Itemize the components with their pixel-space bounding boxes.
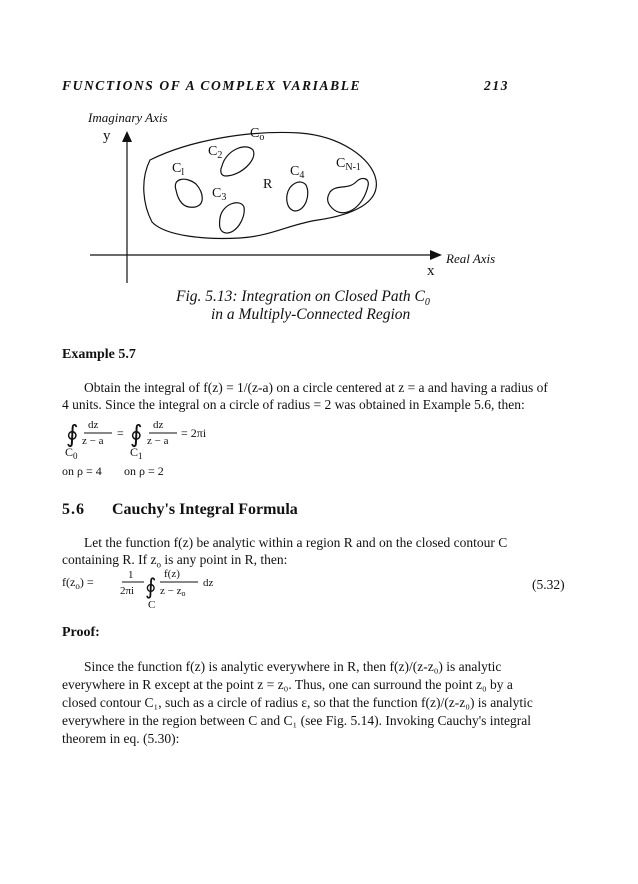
outer-contour-c0 bbox=[144, 132, 377, 238]
cauchy-formula bbox=[60, 566, 300, 614]
example-text-line1: Obtain the integral of f(z) = 1/(z-a) on a circle centered at z = a and having a radius of bbox=[84, 380, 548, 395]
denominator-1: z − a bbox=[82, 435, 104, 447]
equation-number: (5.32) bbox=[532, 577, 565, 592]
result: = 2πi bbox=[181, 426, 207, 440]
line2-sub: o bbox=[156, 559, 161, 570]
line2-start: containing R. If z bbox=[62, 552, 157, 567]
section-number: 5.6 bbox=[62, 501, 85, 518]
line2-end: is any point in R, then: bbox=[160, 552, 288, 567]
proof-heading: Proof: bbox=[62, 625, 100, 640]
inner-contour-c2 bbox=[221, 147, 254, 176]
formula-dz: dz bbox=[203, 577, 214, 589]
coef-numerator: 1 bbox=[128, 569, 134, 581]
running-header-title: FUNCTIONS OF A COMPLEX VARIABLE bbox=[62, 78, 362, 93]
caption-subscript: 0 bbox=[424, 297, 430, 309]
inner-contour-cn1 bbox=[328, 179, 369, 213]
figure-caption-line2: in a Multiply-Connected Region bbox=[211, 306, 411, 323]
figure-5-13-diagram bbox=[0, 0, 638, 300]
example-text-line2: 4 units. Since the integral on a circle of radius = 2 was obtained in Example 5.6, then: bbox=[62, 397, 525, 412]
condition-1: on ρ = 4 bbox=[62, 464, 102, 478]
imaginary-axis-label: Imaginary Axis bbox=[88, 110, 168, 125]
proof-line-2: everywhere in R except at the point z = z₀. Thus, one can surround the point z₀ by a bbox=[62, 677, 513, 692]
x-axis-arrowhead bbox=[430, 250, 442, 260]
equals-sign: = bbox=[117, 426, 124, 440]
x-axis-letter: x bbox=[427, 263, 435, 279]
proof-line-4: everywhere in the region between C and C₁ (see Fig. 5.14). Invoking Cauchy's integral bbox=[62, 713, 532, 728]
proof-line-3: closed contour C₁, such as a circle of radius ε, so that the function f(z)/(z-z₀) is analytic bbox=[62, 695, 533, 710]
page-number: 213 bbox=[484, 78, 510, 93]
formula-lhs: $f(z_o)$ = bbox=[62, 575, 94, 591]
label-c4: $C_4$ bbox=[290, 164, 305, 181]
label-cn1: $C_{N-1}$ bbox=[336, 156, 361, 173]
inner-contour-c3 bbox=[220, 203, 245, 233]
section-title: Cauchy's Integral Formula bbox=[112, 501, 298, 518]
proof-line-5: theorem in eq. (5.30): bbox=[62, 731, 180, 746]
numerator-2: dz bbox=[153, 419, 164, 431]
formula-denominator: z − zo bbox=[160, 585, 186, 598]
caption-text: Fig. 5.13: Integration on Closed Path C bbox=[176, 288, 425, 305]
label-c2: $C_2$ bbox=[208, 144, 223, 161]
condition-2: on ρ = 2 bbox=[124, 464, 164, 478]
inner-contour-c1 bbox=[175, 179, 202, 207]
real-axis-label: Real Axis bbox=[446, 251, 496, 266]
label-r: R bbox=[263, 177, 273, 192]
denominator-2: z − a bbox=[147, 435, 169, 447]
formula-numerator: f(z) bbox=[164, 568, 180, 580]
section-text-line1: Let the function f(z) be analytic within a region R and on the closed contour C bbox=[84, 535, 508, 550]
numerator-1: dz bbox=[88, 419, 99, 431]
y-axis-arrowhead bbox=[122, 131, 132, 142]
example-heading: Example 5.7 bbox=[62, 347, 136, 362]
label-c1: $C_l$ bbox=[172, 161, 185, 178]
coef-denominator: 2πi bbox=[120, 585, 135, 597]
label-c3: $C_3$ bbox=[212, 186, 227, 203]
contour-integral-sign-3: ∮ bbox=[145, 574, 157, 599]
contour-integral-sign-2: ∮ bbox=[130, 422, 143, 448]
proof-line-1: Since the function f(z) is analytic everywhere in R, then f(z)/(z-z₀) is analytic bbox=[84, 659, 502, 674]
contour-c1: $C_1$ bbox=[130, 445, 143, 461]
label-c0: $C_o$ bbox=[250, 126, 265, 143]
formula-contour: C bbox=[148, 599, 156, 611]
y-axis-letter: y bbox=[103, 128, 111, 144]
inner-contour-c4 bbox=[287, 182, 308, 211]
contour-c0: $C_0$ bbox=[65, 445, 78, 461]
contour-integral-sign-1: ∮ bbox=[66, 422, 79, 448]
example-equation bbox=[60, 412, 260, 482]
